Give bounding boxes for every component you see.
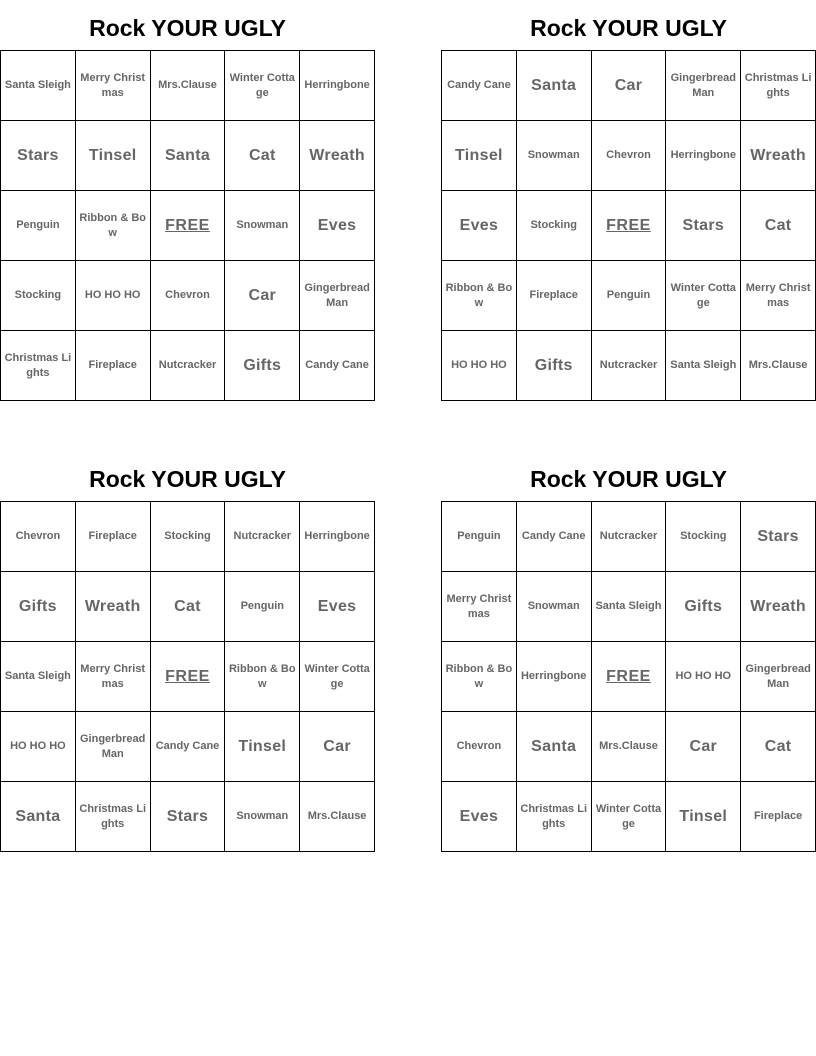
bingo-cell: Cat <box>225 121 300 191</box>
bingo-cell: Stars <box>741 502 816 572</box>
bingo-cell: Penguin <box>1 191 76 261</box>
bingo-cell: Ribbon & Bow <box>442 642 517 712</box>
bingo-cell: Nutcracker <box>151 331 226 401</box>
bingo-cell: Mrs.Clause <box>741 331 816 401</box>
bingo-cell: Nutcracker <box>592 331 667 401</box>
bingo-cell: Fireplace <box>741 782 816 852</box>
bingo-cell: Tinsel <box>76 121 151 191</box>
card-title: Rock YOUR UGLY <box>89 15 286 41</box>
bingo-cell: Winter Cottage <box>666 261 741 331</box>
bingo-cell: Nutcracker <box>225 502 300 572</box>
bingo-cell: Gifts <box>517 331 592 401</box>
bingo-cell: Nutcracker <box>592 502 667 572</box>
bingo-cell: Stars <box>666 191 741 261</box>
bingo-cell: HO HO HO <box>1 712 76 782</box>
bingo-cell: Chevron <box>1 502 76 572</box>
bingo-cell: Merry Christmas <box>76 51 151 121</box>
bingo-cell: Penguin <box>225 572 300 642</box>
bingo-cell: Gifts <box>666 572 741 642</box>
bingo-cell: Ribbon & Bow <box>225 642 300 712</box>
bingo-cell: Gifts <box>1 572 76 642</box>
bingo-cell: Santa Sleigh <box>592 572 667 642</box>
bingo-cell: Car <box>666 712 741 782</box>
bingo-cell: Gingerbread Man <box>741 642 816 712</box>
bingo-cell: Christmas Lights <box>76 782 151 852</box>
card-title: Rock YOUR UGLY <box>530 466 727 492</box>
bingo-cell: Fireplace <box>76 502 151 572</box>
bingo-cell: Wreath <box>741 121 816 191</box>
bingo-cell: Stocking <box>1 261 76 331</box>
bingo-cell: Herringbone <box>300 502 375 572</box>
bingo-cell: Stars <box>151 782 226 852</box>
bingo-cell: Santa Sleigh <box>1 642 76 712</box>
bingo-cell: Penguin <box>592 261 667 331</box>
bingo-cell: Christmas Lights <box>741 51 816 121</box>
bingo-cell: Herringbone <box>300 51 375 121</box>
bingo-cell: Winter Cottage <box>592 782 667 852</box>
bingo-cell: HO HO HO <box>666 642 741 712</box>
bingo-cell: Winter Cottage <box>225 51 300 121</box>
bingo-cell: Snowman <box>225 191 300 261</box>
bingo-cell: Santa <box>151 121 226 191</box>
bingo-cell: Merry Christmas <box>76 642 151 712</box>
bingo-grid <box>0 50 375 401</box>
bingo-grid <box>441 50 816 401</box>
bingo-cell: Chevron <box>592 121 667 191</box>
bingo-cell: Christmas Lights <box>517 782 592 852</box>
bingo-cell: Herringbone <box>666 121 741 191</box>
bingo-cell: Cat <box>151 572 226 642</box>
bingo-cell: Ribbon & Bow <box>76 191 151 261</box>
bingo-cell: Candy Cane <box>442 51 517 121</box>
bingo-cell: Mrs.Clause <box>300 782 375 852</box>
bingo-cell: Gingerbread Man <box>76 712 151 782</box>
bingo-cell: Eves <box>442 191 517 261</box>
bingo-cell: Eves <box>442 782 517 852</box>
bingo-cell: HO HO HO <box>76 261 151 331</box>
bingo-cell: Chevron <box>151 261 226 331</box>
bingo-cell: Mrs.Clause <box>592 712 667 782</box>
bingo-cell: Santa <box>1 782 76 852</box>
bingo-cell: Fireplace <box>517 261 592 331</box>
bingo-cell: Car <box>225 261 300 331</box>
bingo-cell: Snowman <box>225 782 300 852</box>
bingo-cell: Santa Sleigh <box>1 51 76 121</box>
bingo-cell: Cat <box>741 712 816 782</box>
bingo-cell: Gifts <box>225 331 300 401</box>
bingo-cell: Gingerbread Man <box>666 51 741 121</box>
bingo-cell: Santa Sleigh <box>666 331 741 401</box>
bingo-cell: Stocking <box>517 191 592 261</box>
bingo-cell: Herringbone <box>517 642 592 712</box>
bingo-cell: Mrs.Clause <box>151 51 226 121</box>
bingo-cell: Snowman <box>517 121 592 191</box>
bingo-cell: Tinsel <box>666 782 741 852</box>
bingo-cell: Eves <box>300 191 375 261</box>
free-space-cell: FREE <box>592 191 667 261</box>
bingo-cell: Merry Christmas <box>442 572 517 642</box>
bingo-cell: Stocking <box>666 502 741 572</box>
bingo-cell: Tinsel <box>442 121 517 191</box>
bingo-cell: Candy Cane <box>151 712 226 782</box>
bingo-cell: Wreath <box>76 572 151 642</box>
free-space-cell: FREE <box>592 642 667 712</box>
bingo-cell: Snowman <box>517 572 592 642</box>
bingo-cell: Wreath <box>741 572 816 642</box>
bingo-cell: Merry Christmas <box>741 261 816 331</box>
bingo-cell: Stocking <box>151 502 226 572</box>
bingo-cell: Candy Cane <box>300 331 375 401</box>
free-space-cell: FREE <box>151 191 226 261</box>
bingo-cell: Santa <box>517 51 592 121</box>
free-space-cell: FREE <box>151 642 226 712</box>
bingo-cell: Chevron <box>442 712 517 782</box>
bingo-cell: Fireplace <box>76 331 151 401</box>
card-title: Rock YOUR UGLY <box>89 466 286 492</box>
bingo-grid <box>441 501 816 852</box>
bingo-cell: Car <box>592 51 667 121</box>
bingo-cell: Christmas Lights <box>1 331 76 401</box>
bingo-cell: Candy Cane <box>517 502 592 572</box>
bingo-cell: Stars <box>1 121 76 191</box>
bingo-cell: Ribbon & Bow <box>442 261 517 331</box>
bingo-grid <box>0 501 375 852</box>
bingo-cell: Winter Cottage <box>300 642 375 712</box>
bingo-cell: Tinsel <box>225 712 300 782</box>
card-title: Rock YOUR UGLY <box>530 15 727 41</box>
bingo-cell: Penguin <box>442 502 517 572</box>
bingo-cell: Gingerbread Man <box>300 261 375 331</box>
bingo-cell: HO HO HO <box>442 331 517 401</box>
bingo-cell: Santa <box>517 712 592 782</box>
bingo-cell: Eves <box>300 572 375 642</box>
bingo-cell: Cat <box>741 191 816 261</box>
bingo-cell: Car <box>300 712 375 782</box>
bingo-cell: Wreath <box>300 121 375 191</box>
